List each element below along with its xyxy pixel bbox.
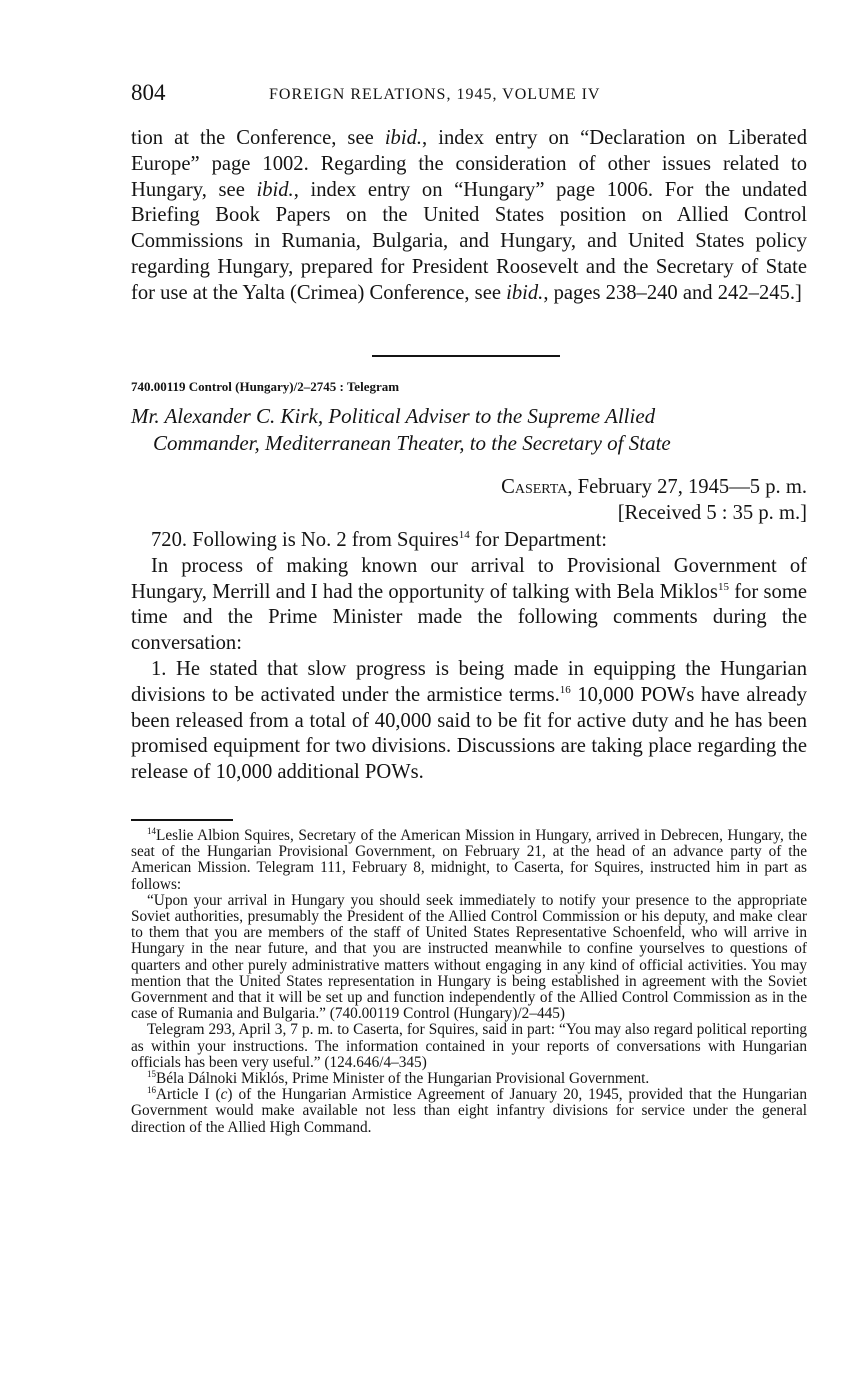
paragraph-text: In process of making known our arrival to Provisional Government of Hungary, Merrill and I had the opportunity of talking with Bela Miklos [131,554,807,603]
footnote-14-quote: “Upon your arrival in Hungary you should seek immediately to notify your presence to the appropriate Soviet authorities, presumably the President of the Allied Control Commission or his deputy, and make clear to them that you are members of the staff of United States Representative Schoenfeld, who will arrive in Hungary in the near future, and that you are instructed meanwhile to confine yourselves to questions of quarters and other purely administrative matters without engaging in any kind of official activities. You may mention that the United States representation in Hungary is being established in agreement with the Soviet Government and that it will be set up and function independently of the Allied Control Commission as in the case of Rumania and Bulgaria.” (740.00119 Control (Hungary)/2–445) [131,891,807,1023]
footnote-text: Leslie Albion Squires, Secretary of the American Mission in Hungary, arrived in Debrecen, Hungary, the seat of the Hungarian Provisional Government, on February 21, at the head of an advance party of the American Mission. Telegram 111, February 8, midnight, to Caserta, for Squires, instructed him in part as follows: [131,827,807,893]
footnote-ref: 14 [458,529,470,542]
telegram-body [131,528,807,786]
ibid-reference: ibid. [506,281,544,304]
footnote-14-telegram: Telegram 293, April 3, 7 p. m. to Caserta, for Squires, said in part: “You may also regard political reporting as within your instructions. The information contained in your reports of conversations with Hungarian officials has been very useful.” (124.646/4–345) [131,1021,807,1071]
continuation-text: , index entry on “Declaration on Liberated Europe” page 1002. Regarding the consideration of other issues related to Hungary, see [131,127,807,201]
footnote-text: c [220,1086,228,1104]
paragraph-text: 1. He stated that slow progress is being made in equipping the Hungarian divisions to be activated under the armistice terms. [131,657,807,706]
file-reference: 740.00119 Control (Hungary)/2–2745 : Telegram [131,379,400,394]
continuation-text: , pages 238–240 and 242–245.] [543,281,802,304]
continuation-text: , index entry on “Hungary” page 1006. For the undated Briefing Book Papers on the United States position on Allied Control Commissions in Rumania, Bulgaria, and Hungary, and United States policy regarding Hungary, prepared for President Roosevelt and the Secretary of State for use at the Yalta (Crimea) Conference, see [131,178,807,304]
heading-line-1: Mr. Alexander C. Kirk, Political Adviser to the Supreme Allied [131,404,656,428]
paragraph-2 [131,554,807,657]
paragraph-1 [131,528,807,554]
dateline [501,475,807,527]
ibid-reference: ibid. [256,178,294,201]
paragraph-text: for Department: [469,529,608,551]
footnote-ref: 15 [717,580,729,593]
continuation-paragraph [131,126,807,307]
running-head [131,80,807,114]
footnote-divider [131,819,233,821]
document-heading [131,403,811,457]
paragraph-3 [131,657,807,786]
footnote-text: Article I ( [156,1086,221,1104]
received-time: [Received 5 : 35 p. m.] [617,501,807,524]
footnote-number: 15 [147,1068,156,1079]
page-number: 804 [131,80,166,105]
dateline-place: Caserta [501,476,568,498]
running-title: FOREIGN RELATIONS, 1945, VOLUME IV [269,86,601,103]
paragraph-text: for some time and the Prime Minister made the following comments during the conversation: [131,580,807,655]
ibid-reference: ibid. [384,127,423,149]
continuation-text: tion at the Conference, see [131,127,385,149]
heading-line-2: Commander, Mediterranean Theater, to the Secretary of State [153,431,671,455]
footnote-text: ) of the Hungarian Armistice Agreement of January 20, 1945, provided that the Hungarian Government would make available not less than eight infantry divisions for service under the general direction of the Allied High Command. [131,1086,807,1136]
dateline-date: , February 27, 1945—5 p. m. [567,476,807,498]
footnote-15 [131,1068,807,1088]
footnote-16 [131,1087,807,1136]
section-divider [372,355,560,357]
footnote-text: Béla Dálnoki Miklós, Prime Minister of the Hungarian Provisional Government. [156,1070,650,1088]
footnote-number: 16 [147,1085,156,1096]
footnote-number: 14 [147,825,156,836]
footnote-14 [131,825,807,893]
footnote-ref: 16 [559,683,571,696]
footnotes [131,825,807,1136]
paragraph-text: 10,000 POWs have already been released from a total of 40,000 said to be fit for active duty and he has been promised equipment for two divisions. Discussions are taking place regarding the release of 10,000 additional POWs. [131,683,808,784]
paragraph-text: 720. Following is No. 2 from Squires [151,529,459,551]
